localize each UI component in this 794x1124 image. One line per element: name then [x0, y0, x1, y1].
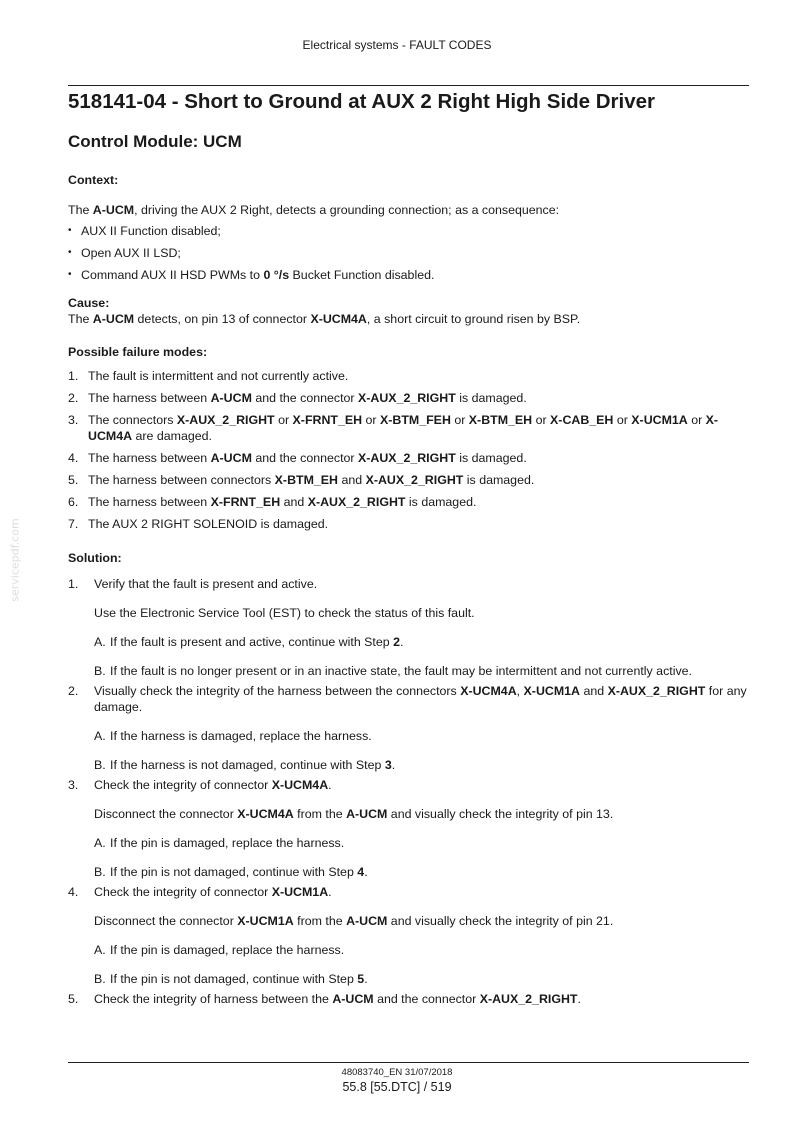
step-note: Disconnect the connector X-UCM1A from the A-UCM and visually check the integrity of pin 21. [94, 914, 614, 928]
failure-mode: 4. The harness between A-UCM and the connector X-AUX_2_RIGHT is damaged. [68, 451, 527, 465]
step-option: B. If the harness is not damaged, continue with Step 3. [94, 758, 396, 772]
failure-mode: 6. The harness between X-FRNT_EH and X-AUX_2_RIGHT is damaged. [68, 495, 477, 509]
solution-heading: Solution: [68, 551, 122, 565]
context-heading: Context: [68, 173, 119, 187]
failure-mode: 2. The harness between A-UCM and the connector X-AUX_2_RIGHT is damaged. [68, 391, 527, 405]
failure-mode: 3. The connectors X-AUX_2_RIGHT or X-FRNT_EH or X-BTM_FEH or X-BTM_EH or X-CAB_EH or X-UCM1A or X-UCM4A are damaged. [68, 413, 719, 443]
step-option: A. If the fault is present and active, continue with Step 2. [94, 635, 404, 649]
content [68, 172, 750, 1007]
context-item: • AUX II Function disabled; [68, 223, 750, 239]
cause-text: The A-UCM detects, on pin 13 of connector X-UCM4A, a short circuit to ground risen by BSP. [68, 312, 581, 326]
solution-step: 1. Verify that the fault is present and active. [68, 577, 318, 591]
footer-doc-id: 48083740_EN 31/07/2018 [341, 1067, 453, 1078]
solution-step: 5. Check the integrity of harness between the A-UCM and the connector X-AUX_2_RIGHT. [68, 992, 581, 1006]
step-note: Use the Electronic Service Tool (EST) to check the status of this fault. [94, 606, 475, 620]
context-item: • Command AUX II HSD PWMs to 0 °/s Bucket Function disabled. [68, 267, 750, 283]
context-list [68, 223, 750, 283]
step-option: B. If the pin is not damaged, continue with Step 4. [94, 865, 368, 879]
footer-page-number: 55.8 [55.DTC] / 519 [342, 1080, 452, 1094]
solution-steps [68, 576, 750, 1007]
step-option: B. If the pin is not damaged, continue with Step 5. [94, 972, 368, 986]
control-module-subtitle: Control Module: UCM [68, 132, 242, 151]
failure-mode: 7. The AUX 2 RIGHT SOLENOID is damaged. [68, 517, 329, 531]
cause-heading: Cause: [68, 296, 110, 310]
solution-step: 2. Visually check the integrity of the harness between the connectors X-UCM4A, X-UCM1A and X-AUX_2_RIGHT for any damage. [68, 684, 747, 714]
page-title: 518141-04 - Short to Ground at AUX 2 Right High Side Driver [68, 90, 656, 113]
step-option: B. If the fault is no longer present or in an inactive state, the fault may be intermittent and not currently active. [94, 664, 692, 678]
step-option: A. If the harness is damaged, replace the harness. [94, 729, 372, 743]
step-option: A. If the pin is damaged, replace the harness. [94, 943, 345, 957]
running-header: Electrical systems - FAULT CODES [302, 38, 492, 52]
failure-mode: 1. The fault is intermittent and not currently active. [68, 369, 349, 383]
context-item: • Open AUX II LSD; [68, 245, 750, 261]
solution-step: 4. Check the integrity of connector X-UCM1A. [68, 885, 332, 899]
context-intro: The A-UCM, driving the AUX 2 Right, detects a grounding connection; as a consequence: [68, 203, 560, 217]
step-option: A. If the pin is damaged, replace the harness. [94, 836, 345, 850]
header-rule [68, 85, 749, 86]
failure-mode: 5. The harness between connectors X-BTM_EH and X-AUX_2_RIGHT is damaged. [68, 473, 535, 487]
failure-modes-list [68, 368, 750, 532]
failure-modes-heading: Possible failure modes: [68, 345, 208, 359]
solution-step: 3. Check the integrity of connector X-UCM4A. [68, 778, 332, 792]
step-note: Disconnect the connector X-UCM4A from the A-UCM and visually check the integrity of pin 13. [94, 807, 614, 821]
footer-rule [68, 1062, 749, 1063]
